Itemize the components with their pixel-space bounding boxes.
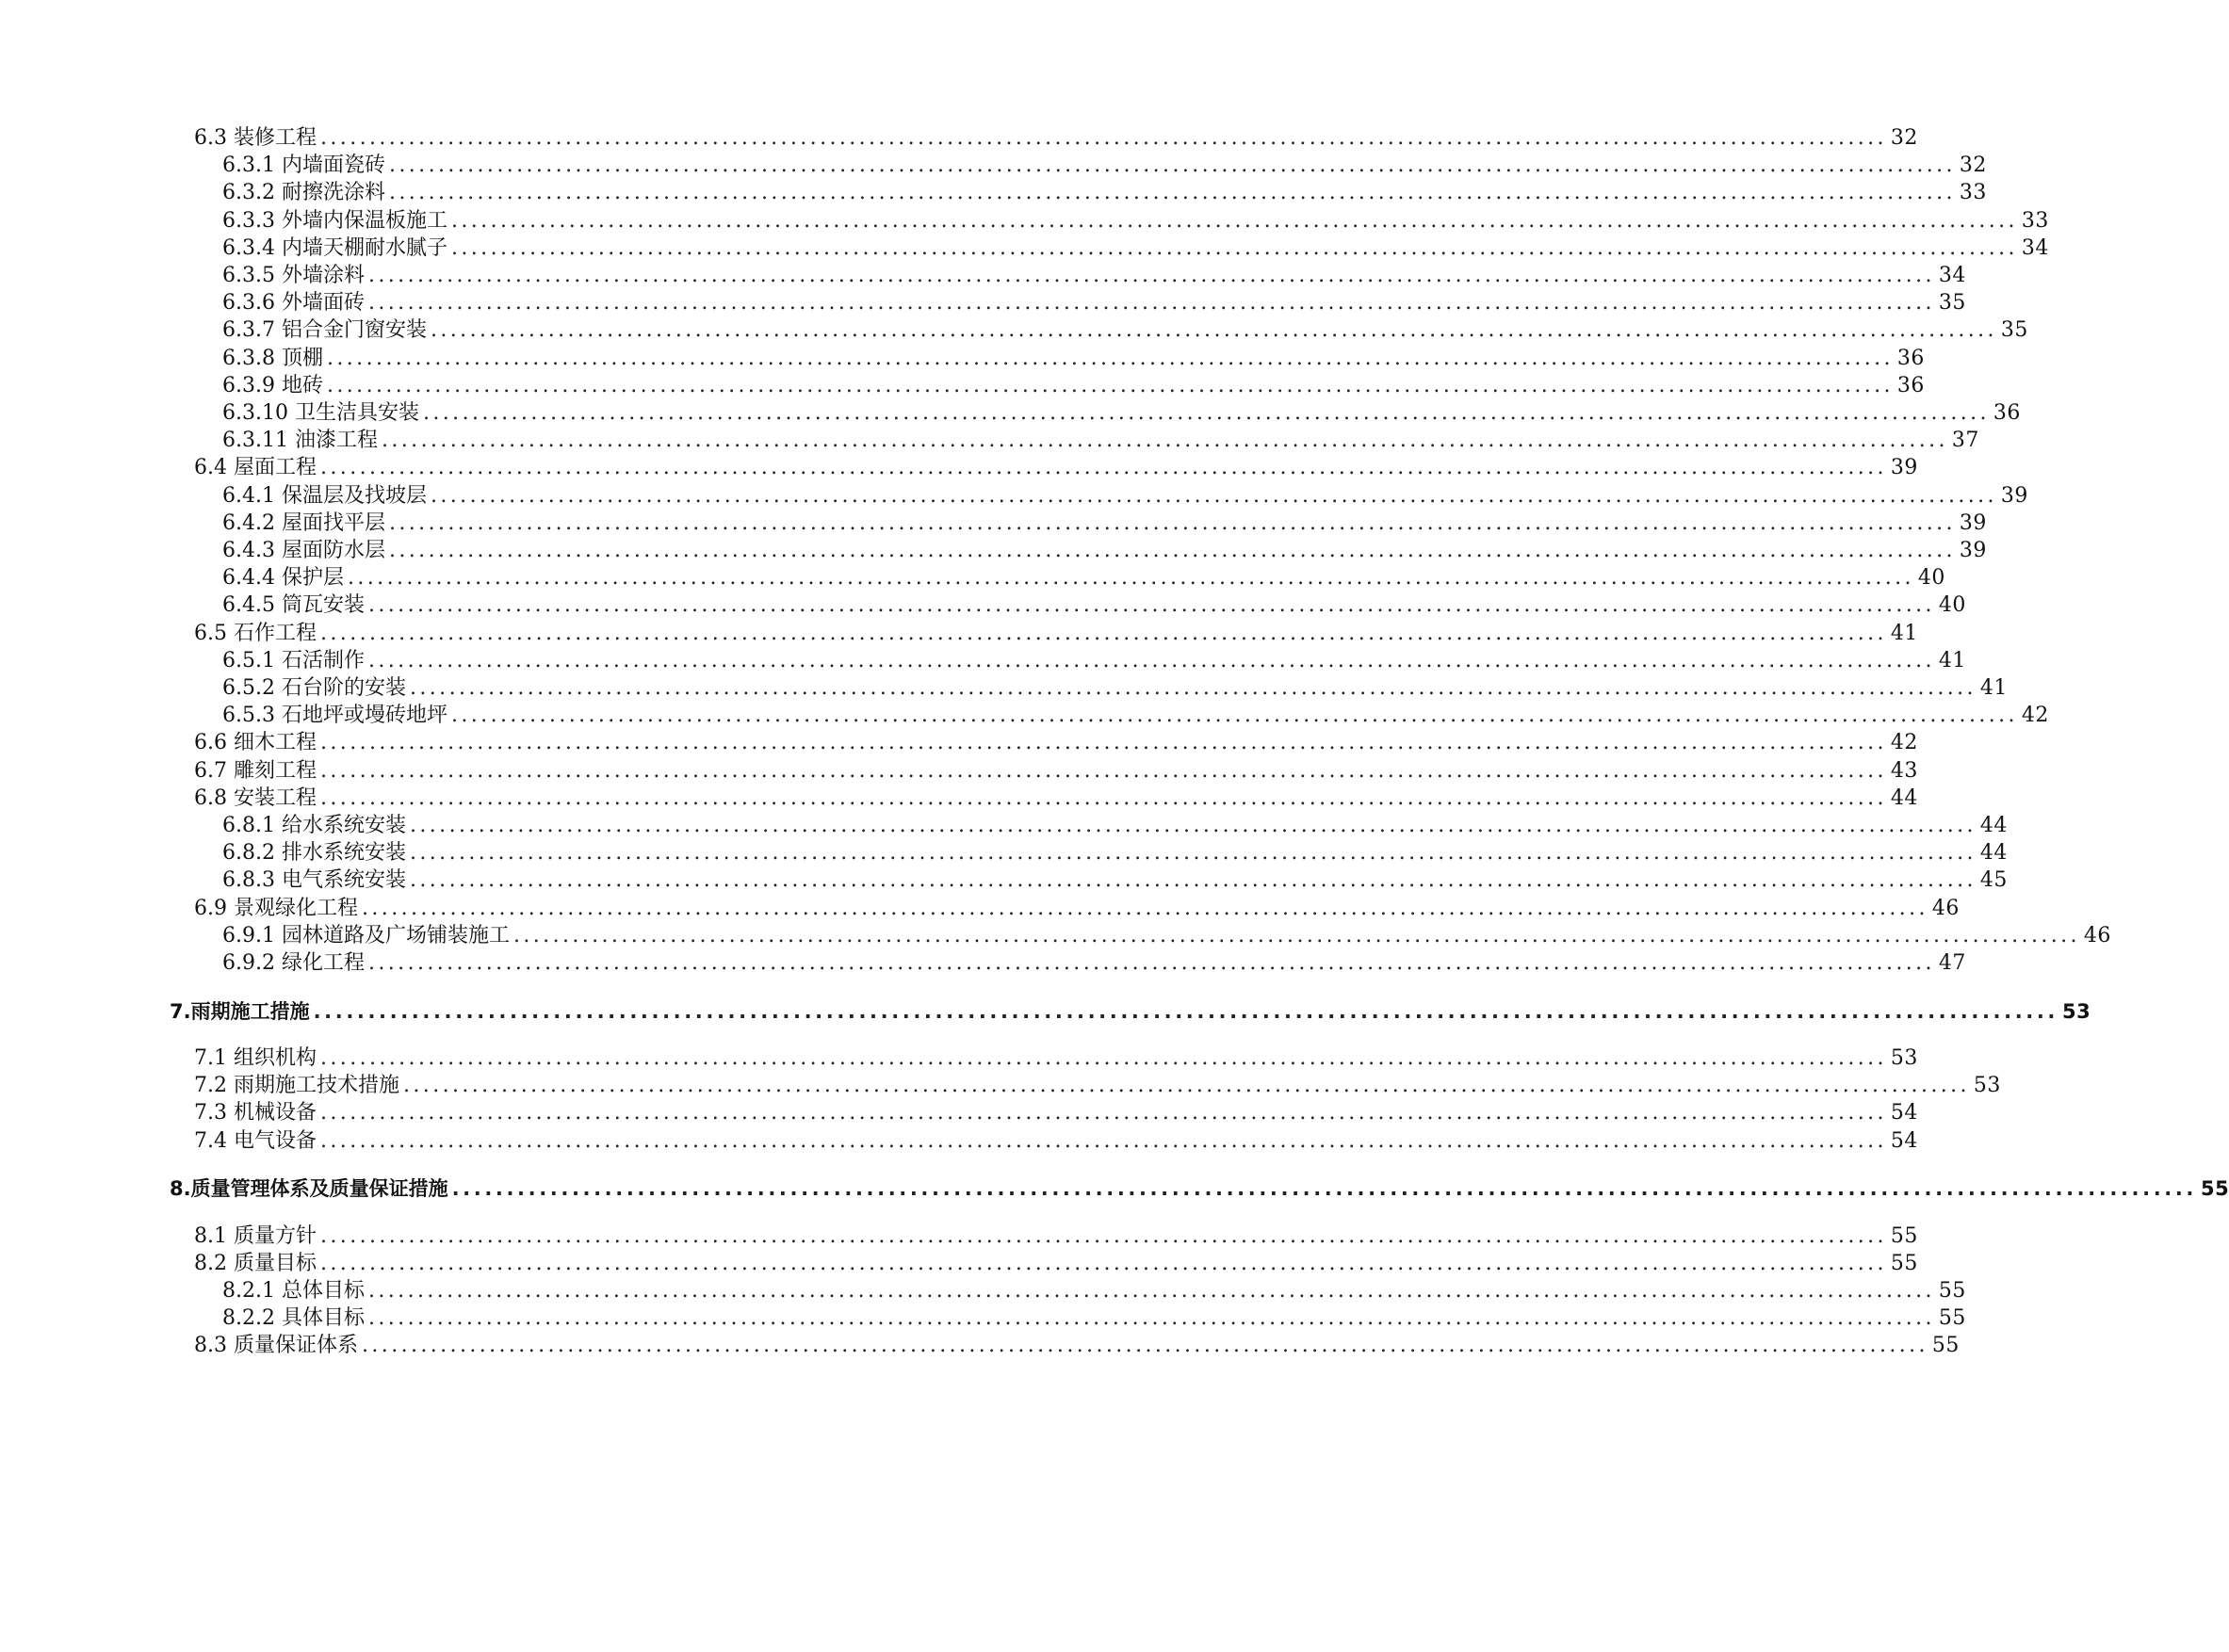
toc-entry-page-number: 44 <box>1890 786 1918 810</box>
dot-leader: ................................................................................................................................................................ <box>431 483 1997 508</box>
toc-entry-number: 7.2 <box>194 1074 227 1098</box>
toc-entry-number: 6.4.3 <box>222 539 275 562</box>
toc-entry-page-number: 42 <box>2021 704 2049 728</box>
toc-entry-page-number: 36 <box>1896 346 1925 370</box>
toc-entry-page-number: 36 <box>1896 373 1925 397</box>
toc-entry[interactable] <box>194 1071 2001 1101</box>
toc-entry-title: 石台阶的安装 <box>281 676 406 700</box>
toc-entry-number: 6.3.9 <box>222 373 275 397</box>
dot-leader: ................................................................................................................................................................ <box>327 373 1894 397</box>
toc-entry-title: 内墙天棚耐水腻子 <box>281 235 447 260</box>
dot-leader: ................................................................................................................................................................ <box>320 1101 1887 1126</box>
toc-entry[interactable] <box>222 316 2028 346</box>
toc-entry[interactable] <box>222 838 2008 868</box>
dot-leader: ................................................................................................................................................................ <box>410 814 1977 837</box>
toc-entry-page-number: 36 <box>1993 401 2021 425</box>
dot-leader: ................................................................................................................................................................ <box>451 1177 2197 1201</box>
dot-leader: ................................................................................................................................................................ <box>410 676 1977 700</box>
toc-entry-page-number: 44 <box>1979 841 2008 866</box>
toc-entry-page-number: 39 <box>1890 456 1918 480</box>
toc-entry[interactable] <box>222 948 1966 979</box>
dot-leader: ................................................................................................................................................................ <box>368 291 1935 316</box>
toc-entry-title: 卫生洁具安装 <box>294 401 419 425</box>
toc-entry-title: 石地坪或墁砖地坪 <box>281 704 447 728</box>
toc-entry[interactable] <box>222 921 2111 951</box>
toc-entry-number: 6.3.1 <box>222 154 275 178</box>
toc-entry-number: 8.3 <box>194 1334 227 1358</box>
toc-entry[interactable] <box>194 1126 1918 1157</box>
toc-entry-title: 绿化工程 <box>281 951 365 975</box>
toc-entry[interactable] <box>194 756 1918 786</box>
toc-entry-page-number: 55 <box>1931 1334 1960 1358</box>
toc-entry-number: 8.2.1 <box>222 1279 275 1303</box>
toc-entry-page-number: 42 <box>1890 731 1918 755</box>
toc-entry-number: 7.1 <box>194 1046 227 1070</box>
toc-entry-title: 筒瓦安装 <box>281 593 365 618</box>
dot-leader: ................................................................................................................................................................ <box>320 456 1887 480</box>
toc-entry[interactable] <box>222 371 1925 401</box>
toc-entry[interactable] <box>222 1276 1966 1306</box>
toc-entry[interactable] <box>194 619 1918 649</box>
toc-entry[interactable] <box>194 1249 1918 1279</box>
dot-leader: ................................................................................................................................................................ <box>320 1128 1887 1153</box>
toc-entry-page-number: 47 <box>1938 951 1966 975</box>
toc-entry-page-number: 33 <box>1959 181 1987 205</box>
toc-entry[interactable] <box>194 728 1918 758</box>
toc-entry-title: 园林道路及广场铺装施工 <box>281 923 510 947</box>
dot-leader: ................................................................................................................................................................ <box>362 1334 1928 1358</box>
toc-entry-title: 质量目标 <box>234 1251 317 1275</box>
dot-leader: ................................................................................................................................................................ <box>389 181 1956 205</box>
toc-entry-page-number: 41 <box>1979 676 2008 700</box>
toc-entry[interactable] <box>222 261 1966 291</box>
dot-leader: ................................................................................................................................................................ <box>423 401 1990 425</box>
toc-entry-number: 6.9.2 <box>222 951 275 975</box>
toc-entry-page-number: 54 <box>1890 1101 1918 1126</box>
toc-entry-number: 8.2 <box>194 1251 227 1275</box>
dot-leader: ................................................................................................................................................................ <box>431 318 1997 343</box>
dot-leader: ................................................................................................................................................................ <box>368 264 1935 287</box>
toc-entry-title: 细木工程 <box>234 731 317 755</box>
toc-chapter-entry[interactable] <box>170 996 2091 1027</box>
toc-entry-number: 7.4 <box>194 1128 227 1153</box>
dot-leader: ................................................................................................................................................................ <box>513 923 2080 947</box>
toc-entry-page-number: 32 <box>1890 126 1918 150</box>
toc-entry-page-number: 34 <box>2021 235 2049 260</box>
toc-entry-number: 6.9.1 <box>222 923 275 947</box>
toc-entry[interactable] <box>194 1044 1918 1074</box>
toc-entry-number: 7. <box>170 999 191 1023</box>
toc-entry-page-number: 53 <box>1973 1074 2001 1098</box>
toc-entry[interactable] <box>222 536 1987 566</box>
toc-entry-page-number: 55 <box>1938 1279 1966 1303</box>
toc-entry[interactable] <box>222 206 2049 236</box>
toc-entry-page-number: 53 <box>1890 1046 1918 1070</box>
toc-entry-title: 质量保证体系 <box>234 1334 359 1358</box>
toc-entry-title: 外墙面砖 <box>281 291 365 316</box>
toc-entry-title: 屋面防水层 <box>281 539 385 562</box>
toc-entry-number: 6.8.3 <box>222 868 275 893</box>
toc-entry-title: 雨期施工技术措施 <box>234 1074 400 1098</box>
toc-entry[interactable] <box>194 1331 1960 1361</box>
toc-entry-page-number: 39 <box>1959 539 1987 562</box>
toc-entry-page-number: 55 <box>1938 1306 1966 1331</box>
toc-entry-number: 8.1 <box>194 1223 227 1248</box>
dot-leader: ................................................................................................................................................................ <box>362 896 1928 920</box>
toc-entry-title: 组织机构 <box>234 1046 317 1070</box>
toc-entry-page-number: 33 <box>2021 208 2049 233</box>
toc-entry-page-number: 39 <box>1959 510 1987 535</box>
dot-leader: ................................................................................................................................................................ <box>410 841 1977 866</box>
dot-leader: ................................................................................................................................................................ <box>368 1306 1935 1331</box>
dot-leader: ................................................................................................................................................................ <box>368 1279 1935 1303</box>
dot-leader: ................................................................................................................................................................ <box>320 1046 1887 1070</box>
toc-entry-page-number: 41 <box>1938 648 1966 672</box>
toc-entry-number: 7.3 <box>194 1101 227 1126</box>
toc-entry-number: 6.3 <box>194 126 227 150</box>
dot-leader: ................................................................................................................................................................ <box>368 951 1935 975</box>
toc-entry-title: 质量方针 <box>234 1223 317 1248</box>
dot-leader: ................................................................................................................................................................ <box>451 208 2018 233</box>
toc-entry-title: 外墙内保温板施工 <box>281 208 447 233</box>
toc-entry-title: 石作工程 <box>234 621 317 645</box>
toc-entry-number: 6.4.2 <box>222 510 275 535</box>
dot-leader: ................................................................................................................................................................ <box>389 539 1956 562</box>
toc-entry-page-number: 45 <box>1979 868 2008 893</box>
toc-entry[interactable] <box>194 894 1960 924</box>
toc-entry-page-number: 55 <box>1890 1251 1918 1275</box>
toc-entry-number: 6.3.11 <box>222 429 288 453</box>
toc-entry-page-number: 40 <box>1917 566 1945 591</box>
toc-entry-title: 排水系统安装 <box>281 841 406 866</box>
toc-entry[interactable] <box>222 673 2008 704</box>
toc-entry-title: 石活制作 <box>281 648 365 672</box>
toc-entry-number: 6.5.1 <box>222 648 275 672</box>
toc-entry-title: 顶棚 <box>281 346 323 370</box>
dot-leader: ................................................................................................................................................................ <box>320 126 1887 150</box>
dot-leader: ................................................................................................................................................................ <box>320 786 1887 810</box>
dot-leader: ................................................................................................................................................................ <box>403 1074 1970 1098</box>
toc-entry[interactable] <box>222 344 1925 374</box>
toc-entry-title: 屋面找平层 <box>281 510 385 535</box>
toc-entry-page-number: 35 <box>2000 318 2028 343</box>
toc-entry-page-number: 55 <box>2201 1177 2229 1201</box>
dot-leader: ................................................................................................................................................................ <box>348 566 1914 591</box>
toc-entry-title: 具体目标 <box>281 1306 365 1331</box>
dot-leader: ................................................................................................................................................................ <box>320 621 1887 645</box>
toc-entry-number: 6.8.2 <box>222 841 275 866</box>
toc-entry-title: 耐擦洗涂料 <box>281 181 385 205</box>
dot-leader: ................................................................................................................................................................ <box>368 593 1935 618</box>
toc-entry-title: 电气系统安装 <box>281 868 406 893</box>
toc-entry-number: 6.8.1 <box>222 814 275 837</box>
toc-entry-number: 6.4.4 <box>222 566 275 591</box>
dot-leader: ................................................................................................................................................................ <box>320 731 1887 755</box>
toc-entry-title: 铝合金门窗安装 <box>281 318 427 343</box>
toc-entry-page-number: 35 <box>1938 291 1966 316</box>
toc-entry-title: 保护层 <box>281 566 344 591</box>
toc-entry-page-number: 53 <box>2062 999 2091 1023</box>
toc-entry-title: 油漆工程 <box>294 429 378 453</box>
dot-leader: ................................................................................................................................................................ <box>451 704 2018 728</box>
toc-entry-page-number: 54 <box>1890 1128 1918 1153</box>
toc-entry-title: 地砖 <box>281 373 323 397</box>
dot-leader: ................................................................................................................................................................ <box>410 868 1977 893</box>
toc-entry-number: 6.4.5 <box>222 593 275 618</box>
toc-entry-title: 机械设备 <box>234 1101 317 1126</box>
toc-entry-number: 6.3.3 <box>222 208 275 233</box>
toc-entry-number: 6.3.7 <box>222 318 275 343</box>
toc-entry-number: 6.7 <box>194 758 227 783</box>
toc-entry[interactable] <box>222 288 1966 318</box>
toc-entry[interactable] <box>222 481 2028 511</box>
toc-entry[interactable] <box>194 1098 1918 1128</box>
toc-entry[interactable] <box>222 563 1945 593</box>
toc-entry-title: 屋面工程 <box>234 456 317 480</box>
toc-entry-number: 6.6 <box>194 731 227 755</box>
toc-entry[interactable] <box>222 398 2021 429</box>
toc-entry-number: 8. <box>170 1177 191 1201</box>
toc-entry-page-number: 43 <box>1890 758 1918 783</box>
toc-entry-title: 装修工程 <box>234 126 317 150</box>
toc-entry-page-number: 34 <box>1938 264 1966 287</box>
toc-entry-title: 电气设备 <box>234 1128 317 1153</box>
toc-entry-title: 保温层及找坡层 <box>281 483 427 508</box>
dot-leader: ................................................................................................................................................................ <box>368 648 1935 672</box>
toc-entry[interactable] <box>222 151 1987 181</box>
dot-leader: ................................................................................................................................................................ <box>389 510 1956 535</box>
toc-entry-page-number: 39 <box>2000 483 2028 508</box>
dot-leader: ................................................................................................................................................................ <box>451 235 2018 260</box>
toc-entry[interactable] <box>222 591 1966 621</box>
toc-entry-number: 6.3.2 <box>222 181 275 205</box>
toc-entry-number: 6.3.5 <box>222 264 275 287</box>
toc-entry-number: 8.2.2 <box>222 1306 275 1331</box>
toc-entry-title: 安装工程 <box>234 786 317 810</box>
toc-entry[interactable] <box>222 866 2008 896</box>
toc-entry-title: 内墙面瓷砖 <box>281 154 385 178</box>
dot-leader: ................................................................................................................................................................ <box>320 1223 1887 1248</box>
toc-entry-title: 景观绿化工程 <box>234 896 359 920</box>
toc-entry[interactable] <box>222 701 2049 731</box>
toc-entry-page-number: 32 <box>1959 154 1987 178</box>
toc-entry-page-number: 46 <box>1931 896 1960 920</box>
toc-entry-page-number: 55 <box>1890 1223 1918 1248</box>
toc-entry-title: 雕刻工程 <box>234 758 317 783</box>
dot-leader: ................................................................................................................................................................ <box>320 1251 1887 1275</box>
toc-entry-number: 6.3.6 <box>222 291 275 316</box>
toc-entry[interactable] <box>194 1222 1918 1252</box>
toc-entry[interactable] <box>222 178 1987 208</box>
toc-entry[interactable] <box>222 811 2008 841</box>
toc-entry-title: 质量管理体系及质量保证措施 <box>190 1177 448 1201</box>
toc-chapter-entry[interactable] <box>170 1174 2229 1204</box>
toc-entry-number: 6.3.4 <box>222 235 275 260</box>
toc-entry-number: 6.3.10 <box>222 401 288 425</box>
toc-entry-number: 6.9 <box>194 896 227 920</box>
dot-leader: ................................................................................................................................................................ <box>389 154 1956 178</box>
toc-entry[interactable] <box>194 453 1918 483</box>
toc-entry-title: 外墙涂料 <box>281 264 365 287</box>
toc-entry[interactable] <box>222 234 2049 264</box>
toc-entry-page-number: 41 <box>1890 621 1918 645</box>
toc-entry-number: 6.3.8 <box>222 346 275 370</box>
toc-entry[interactable] <box>222 1304 1966 1334</box>
toc-entry-page-number: 46 <box>2083 923 2111 947</box>
toc-entry-page-number: 37 <box>1951 429 1979 453</box>
toc-entry-number: 6.4.1 <box>222 483 275 508</box>
toc-entry[interactable] <box>222 646 1966 676</box>
dot-leader: ................................................................................................................................................................ <box>320 758 1887 783</box>
dot-leader: ................................................................................................................................................................ <box>327 346 1894 370</box>
toc-entry-number: 6.8 <box>194 786 227 810</box>
toc-entry-number: 6.5.2 <box>222 676 275 700</box>
toc-entry-number: 6.5.3 <box>222 704 275 728</box>
toc-entry-page-number: 44 <box>1979 814 2008 837</box>
toc-entry-page-number: 40 <box>1938 593 1966 618</box>
toc-entry[interactable] <box>222 426 1979 456</box>
toc-entry[interactable] <box>194 123 1918 154</box>
toc-entry-number: 6.4 <box>194 456 227 480</box>
toc-entry-title: 给水系统安装 <box>281 814 406 837</box>
toc-entry-number: 6.5 <box>194 621 227 645</box>
toc-entry-title: 总体目标 <box>281 1279 365 1303</box>
toc-entry[interactable] <box>194 784 1918 814</box>
toc-entry-title: 雨期施工措施 <box>190 999 310 1023</box>
toc-entry[interactable] <box>222 509 1987 539</box>
dot-leader: ................................................................................................................................................................ <box>313 999 2058 1023</box>
dot-leader: ................................................................................................................................................................ <box>382 429 1948 453</box>
